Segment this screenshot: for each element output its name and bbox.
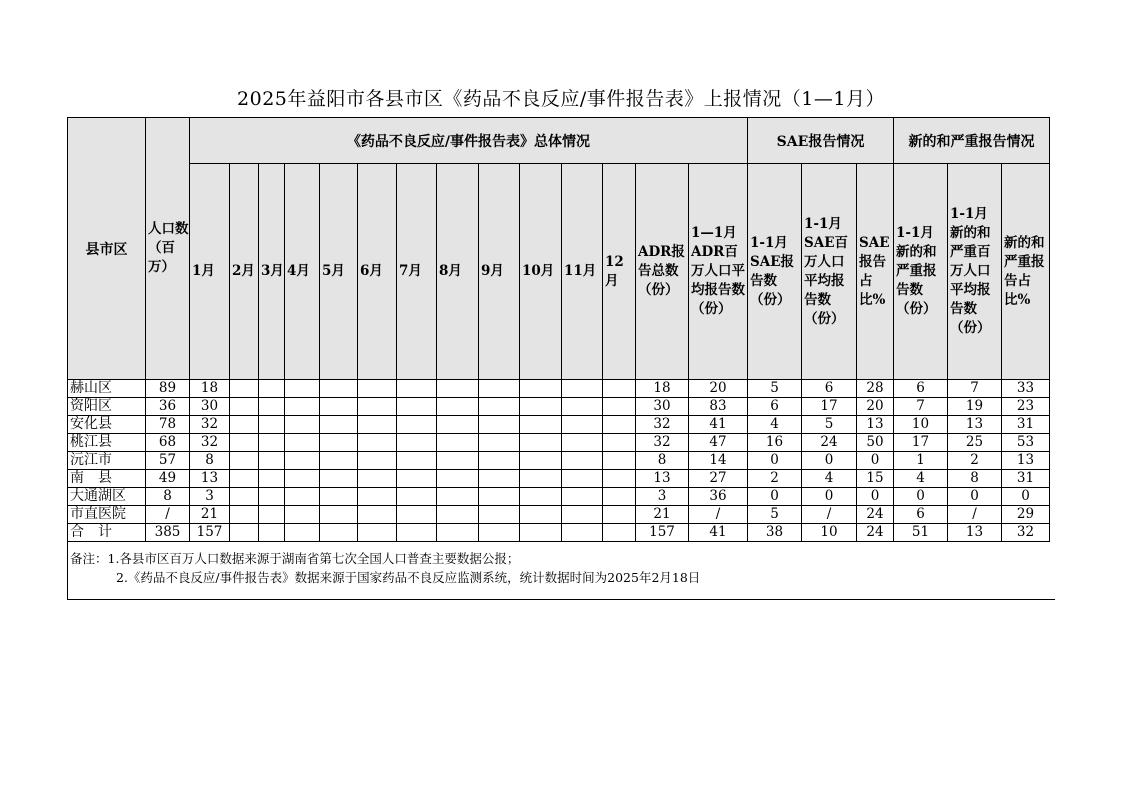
cell-new-per-million: 13 (948, 524, 1002, 542)
cell-month (285, 524, 320, 542)
cell-month (603, 488, 636, 506)
cell-adr-per-million: 83 (689, 398, 748, 416)
cell-month (437, 470, 479, 488)
cell-adr-total: 3 (636, 488, 689, 506)
report-table (67, 117, 1050, 542)
cell-new-count: 6 (894, 380, 948, 398)
cell-adr-total: 21 (636, 506, 689, 524)
cell-month (479, 524, 520, 542)
cell-month (479, 434, 520, 452)
cell-sae-ratio: 28 (857, 380, 894, 398)
cell-new-per-million: 0 (948, 488, 1002, 506)
cell-month (603, 524, 636, 542)
cell-month (358, 398, 397, 416)
cell-region: 大通湖区 (68, 488, 146, 506)
col-header-new-per-million: 1-1月新的和严重百万人口平均报告数（份） (948, 164, 1002, 380)
cell-population: / (146, 506, 190, 524)
cell-new-count: 6 (894, 506, 948, 524)
cell-new-count: 51 (894, 524, 948, 542)
cell-new-count: 0 (894, 488, 948, 506)
cell-month (562, 452, 603, 470)
cell-region: 市直医院 (68, 506, 146, 524)
cell-month (479, 398, 520, 416)
cell-sae-count: 0 (748, 488, 802, 506)
table-row (68, 506, 1050, 524)
cell-month (603, 452, 636, 470)
cell-month: 32 (190, 416, 230, 434)
cell-month (259, 506, 285, 524)
col-header-month: 2月 (230, 164, 259, 380)
cell-month: 32 (190, 434, 230, 452)
cell-adr-per-million: 20 (689, 380, 748, 398)
cell-sae-count: 38 (748, 524, 802, 542)
col-header-month: 10月 (520, 164, 562, 380)
cell-region: 沅江市 (68, 452, 146, 470)
cell-sae-ratio: 24 (857, 506, 894, 524)
cell-month (358, 452, 397, 470)
cell-month: 21 (190, 506, 230, 524)
cell-month (437, 416, 479, 434)
cell-month (562, 380, 603, 398)
cell-month (520, 488, 562, 506)
cell-adr-per-million: 41 (689, 524, 748, 542)
cell-month (259, 416, 285, 434)
col-header-month: 9月 (479, 164, 520, 380)
cell-month (320, 434, 358, 452)
cell-adr-total: 32 (636, 434, 689, 452)
cell-month (520, 524, 562, 542)
cell-month (397, 452, 437, 470)
footnotes (70, 549, 700, 587)
group-header-new-serious: 新的和严重报告情况 (894, 118, 1050, 164)
cell-new-ratio: 32 (1002, 524, 1050, 542)
cell-month: 13 (190, 470, 230, 488)
cell-month (230, 470, 259, 488)
cell-month (520, 416, 562, 434)
cell-month (320, 524, 358, 542)
cell-month (562, 416, 603, 434)
cell-month (230, 506, 259, 524)
cell-sae-ratio: 13 (857, 416, 894, 434)
footnote-1: 备注：1.各县市区百万人口数据来源于湖南省第七次全国人口普查主要数据公报； (70, 551, 520, 566)
cell-month (397, 416, 437, 434)
cell-sae-per-million: / (802, 506, 857, 524)
cell-month (479, 416, 520, 434)
col-header-sae-ratio: SAE报告占比% (857, 164, 894, 380)
cell-new-ratio: 13 (1002, 452, 1050, 470)
cell-month (397, 434, 437, 452)
table-row (68, 452, 1050, 470)
cell-month (603, 380, 636, 398)
cell-new-ratio: 23 (1002, 398, 1050, 416)
cell-month (397, 506, 437, 524)
col-header-month: 1月 (190, 164, 230, 380)
table-row (68, 416, 1050, 434)
cell-month (320, 506, 358, 524)
cell-new-per-million: / (948, 506, 1002, 524)
cell-region: 合 计 (68, 524, 146, 542)
cell-new-ratio: 0 (1002, 488, 1050, 506)
table-row (68, 380, 1050, 398)
cell-month (603, 506, 636, 524)
cell-sae-count: 6 (748, 398, 802, 416)
cell-month: 30 (190, 398, 230, 416)
col-header-sae-count: 1-1月SAE报告数（份） (748, 164, 802, 380)
cell-adr-per-million: 47 (689, 434, 748, 452)
cell-sae-per-million: 17 (802, 398, 857, 416)
cell-month (520, 398, 562, 416)
cell-adr-per-million: 14 (689, 452, 748, 470)
cell-month (479, 506, 520, 524)
cell-adr-total: 8 (636, 452, 689, 470)
cell-month (259, 434, 285, 452)
table-row (68, 470, 1050, 488)
cell-month (285, 488, 320, 506)
cell-new-count: 1 (894, 452, 948, 470)
cell-month (437, 506, 479, 524)
cell-month (358, 416, 397, 434)
cell-region: 资阳区 (68, 398, 146, 416)
cell-new-ratio: 31 (1002, 470, 1050, 488)
cell-month (285, 434, 320, 452)
cell-month (437, 488, 479, 506)
cell-new-ratio: 31 (1002, 416, 1050, 434)
cell-month (562, 488, 603, 506)
cell-new-per-million: 25 (948, 434, 1002, 452)
cell-month: 18 (190, 380, 230, 398)
cell-month (479, 452, 520, 470)
cell-month (259, 470, 285, 488)
cell-new-count: 7 (894, 398, 948, 416)
cell-month (358, 488, 397, 506)
cell-month (320, 398, 358, 416)
cell-new-ratio: 29 (1002, 506, 1050, 524)
cell-adr-total: 13 (636, 470, 689, 488)
cell-month (230, 488, 259, 506)
cell-new-ratio: 33 (1002, 380, 1050, 398)
cell-sae-per-million: 0 (802, 452, 857, 470)
cell-sae-count: 4 (748, 416, 802, 434)
table-body (68, 380, 1050, 542)
cell-month (397, 398, 437, 416)
cell-month (230, 380, 259, 398)
cell-month (259, 398, 285, 416)
col-header-new-ratio: 新的和严重报告占比% (1002, 164, 1050, 380)
cell-month (285, 380, 320, 398)
cell-month (397, 470, 437, 488)
cell-population: 36 (146, 398, 190, 416)
cell-month (259, 488, 285, 506)
col-header-month: 8月 (437, 164, 479, 380)
col-header-adr-total: ADR报告总数（份） (636, 164, 689, 380)
cell-month (320, 380, 358, 398)
footnote-2: 2.《药品不良反应/事件报告表》数据来源于国家药品不良反应监测系统，统计数据时间为2025年2月18日 (116, 570, 701, 585)
cell-month (230, 452, 259, 470)
cell-sae-per-million: 24 (802, 434, 857, 452)
cell-month (562, 398, 603, 416)
cell-month (358, 380, 397, 398)
col-header-region: 县市区 (68, 118, 146, 380)
table-row (68, 434, 1050, 452)
cell-month (479, 488, 520, 506)
cell-month: 8 (190, 452, 230, 470)
cell-population: 49 (146, 470, 190, 488)
cell-month (397, 524, 437, 542)
cell-new-per-million: 13 (948, 416, 1002, 434)
cell-month: 3 (190, 488, 230, 506)
cell-new-per-million: 2 (948, 452, 1002, 470)
cell-adr-total: 30 (636, 398, 689, 416)
cell-month (285, 398, 320, 416)
cell-sae-ratio: 20 (857, 398, 894, 416)
cell-month (358, 524, 397, 542)
cell-month (230, 398, 259, 416)
cell-sae-per-million: 0 (802, 488, 857, 506)
col-header-month: 4月 (285, 164, 320, 380)
cell-region: 桃江县 (68, 434, 146, 452)
cell-month (562, 470, 603, 488)
cell-month (562, 434, 603, 452)
cell-month (285, 416, 320, 434)
cell-month (320, 488, 358, 506)
col-header-month: 3月 (259, 164, 285, 380)
cell-new-per-million: 7 (948, 380, 1002, 398)
table-row (68, 398, 1050, 416)
cell-adr-total: 32 (636, 416, 689, 434)
cell-month (397, 380, 437, 398)
cell-new-per-million: 19 (948, 398, 1002, 416)
cell-sae-count: 16 (748, 434, 802, 452)
col-header-population: 人口数（百万） (146, 118, 190, 380)
cell-sae-ratio: 0 (857, 488, 894, 506)
cell-month (520, 470, 562, 488)
cell-month (285, 452, 320, 470)
table-row (68, 524, 1050, 542)
group-header-overall: 《药品不良反应/事件报告表》总体情况 (190, 118, 748, 164)
cell-month (320, 470, 358, 488)
cell-adr-per-million: 27 (689, 470, 748, 488)
cell-sae-per-million: 4 (802, 470, 857, 488)
cell-month (285, 506, 320, 524)
cell-population: 78 (146, 416, 190, 434)
cell-region: 赫山区 (68, 380, 146, 398)
cell-sae-ratio: 50 (857, 434, 894, 452)
cell-population: 8 (146, 488, 190, 506)
cell-month: 157 (190, 524, 230, 542)
cell-month (259, 524, 285, 542)
cell-month (397, 488, 437, 506)
cell-sae-per-million: 10 (802, 524, 857, 542)
cell-sae-count: 2 (748, 470, 802, 488)
cell-month (479, 470, 520, 488)
cell-region: 南 县 (68, 470, 146, 488)
cell-month (520, 380, 562, 398)
cell-adr-total: 157 (636, 524, 689, 542)
cell-month (358, 506, 397, 524)
cell-month (562, 506, 603, 524)
cell-month (520, 506, 562, 524)
col-header-month: 7月 (397, 164, 437, 380)
cell-new-count: 17 (894, 434, 948, 452)
cell-sae-count: 5 (748, 506, 802, 524)
cell-month (230, 416, 259, 434)
cell-population: 385 (146, 524, 190, 542)
group-header-sae: SAE报告情况 (748, 118, 894, 164)
table-row (68, 488, 1050, 506)
cell-month (437, 434, 479, 452)
cell-new-count: 10 (894, 416, 948, 434)
col-header-month: 5月 (320, 164, 358, 380)
cell-adr-per-million: 41 (689, 416, 748, 434)
cell-month (230, 524, 259, 542)
cell-new-per-million: 8 (948, 470, 1002, 488)
cell-sae-count: 5 (748, 380, 802, 398)
cell-region: 安化县 (68, 416, 146, 434)
cell-sae-per-million: 5 (802, 416, 857, 434)
cell-new-count: 4 (894, 470, 948, 488)
cell-sae-ratio: 24 (857, 524, 894, 542)
cell-month (437, 524, 479, 542)
cell-new-ratio: 53 (1002, 434, 1050, 452)
cell-month (358, 470, 397, 488)
cell-population: 89 (146, 380, 190, 398)
cell-month (603, 398, 636, 416)
cell-month (285, 470, 320, 488)
cell-sae-ratio: 15 (857, 470, 894, 488)
col-header-month: 6月 (358, 164, 397, 380)
cell-month (259, 380, 285, 398)
col-header-adr-per-million: 1—1月ADR百万人口平均报告数（份） (689, 164, 748, 380)
cell-month (320, 452, 358, 470)
cell-adr-total: 18 (636, 380, 689, 398)
cell-month (520, 434, 562, 452)
cell-month (603, 416, 636, 434)
cell-month (437, 380, 479, 398)
cell-sae-count: 0 (748, 452, 802, 470)
cell-population: 57 (146, 452, 190, 470)
cell-population: 68 (146, 434, 190, 452)
cell-month (479, 380, 520, 398)
cell-month (437, 452, 479, 470)
cell-month (358, 434, 397, 452)
cell-month (437, 398, 479, 416)
cell-month (603, 434, 636, 452)
col-header-month: 12月 (603, 164, 636, 380)
cell-adr-per-million: 36 (689, 488, 748, 506)
cell-sae-ratio: 0 (857, 452, 894, 470)
report-title: 2025年益阳市各县市区《药品不良反应/事件报告表》上报情况（1—1月） (237, 88, 885, 110)
cell-month (603, 470, 636, 488)
col-header-month: 11月 (562, 164, 603, 380)
cell-sae-per-million: 6 (802, 380, 857, 398)
cell-month (230, 434, 259, 452)
col-header-sae-per-million: 1-1月SAE百万人口平均报告数（份） (802, 164, 857, 380)
cell-month (320, 416, 358, 434)
cell-adr-per-million: / (689, 506, 748, 524)
cell-month (562, 524, 603, 542)
cell-month (520, 452, 562, 470)
cell-month (259, 452, 285, 470)
col-header-new-count: 1-1月新的和严重报告数（份） (894, 164, 948, 380)
